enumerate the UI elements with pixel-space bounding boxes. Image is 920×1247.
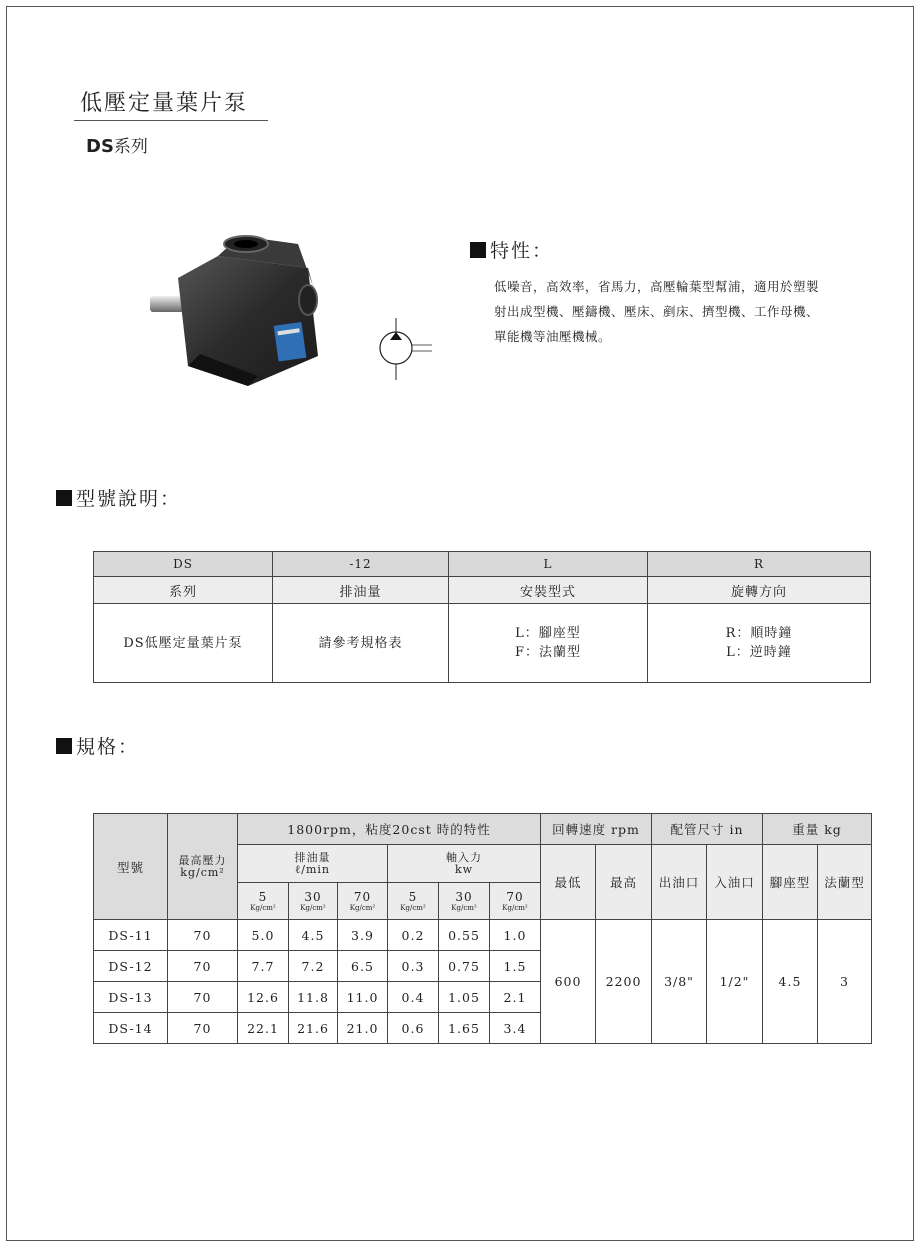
disp-cell: 7.2 — [289, 951, 338, 982]
speed-min-header: 最低 — [541, 845, 596, 920]
max-pressure-cell: 70 — [168, 982, 238, 1013]
max-pressure-cell: 70 — [168, 920, 238, 951]
max-pressure-cell: 70 — [168, 951, 238, 982]
inlet-cell: 1/2" — [707, 920, 763, 1044]
spec-table — [93, 813, 872, 1044]
table-row — [94, 920, 872, 951]
speed-max-header: 最高 — [596, 845, 652, 920]
max-pressure-header: 最高壓力 kg/cm² — [168, 814, 238, 920]
code-cell: L — [449, 552, 648, 577]
pressure-col-header: 5 Kg/cm² — [388, 883, 439, 920]
outlet-header: 出油口 — [652, 845, 707, 920]
desc-cell: DS低壓定量葉片泵 — [94, 604, 273, 683]
series-subtitle — [86, 132, 148, 157]
kw-cell: 3.4 — [490, 1013, 541, 1044]
kw-cell: 0.6 — [388, 1013, 439, 1044]
flange-weight-cell: 3 — [818, 920, 872, 1044]
foot-header: 腳座型 — [763, 845, 818, 920]
kw-cell: 0.4 — [388, 982, 439, 1013]
disp-cell: 5.0 — [238, 920, 289, 951]
weight-header: 重量 kg — [763, 814, 872, 845]
piping-header: 配管尺寸 in — [652, 814, 763, 845]
pressure-col-header: 70 Kg/cm² — [490, 883, 541, 920]
model-cell: DS-14 — [94, 1013, 168, 1044]
outlet-cell: 3/8" — [652, 920, 707, 1044]
disp-cell: 22.1 — [238, 1013, 289, 1044]
rotation-cell: R：順時鐘 L：逆時鐘 — [648, 604, 871, 683]
model-code-table — [93, 551, 871, 683]
features-line: 單能機等油壓機械。 — [494, 329, 612, 344]
pressure-col-header: 70 Kg/cm² — [338, 883, 388, 920]
model-cell: DS-11 — [94, 920, 168, 951]
series-code: DS — [86, 136, 114, 157]
kw-cell: 0.75 — [439, 951, 490, 982]
kw-cell: 1.65 — [439, 1013, 490, 1044]
model-cell: DS-12 — [94, 951, 168, 982]
kw-cell: 1.5 — [490, 951, 541, 982]
code-cell: DS — [94, 552, 273, 577]
model-cell: DS-13 — [94, 982, 168, 1013]
model-header: 型號 — [94, 814, 168, 920]
square-bullet-icon — [56, 738, 72, 754]
kw-cell: 1.05 — [439, 982, 490, 1013]
title-underline — [74, 120, 268, 121]
speed-max-cell: 2200 — [596, 920, 652, 1044]
speed-min-cell: 600 — [541, 920, 596, 1044]
code-cell: R — [648, 552, 871, 577]
square-bullet-icon — [56, 490, 72, 506]
foot-weight-cell: 4.5 — [763, 920, 818, 1044]
series-suffix: 系列 — [113, 137, 148, 157]
spec-header-row — [94, 814, 872, 845]
pressure-col-header: 30 Kg/cm² — [289, 883, 338, 920]
disp-cell: 11.0 — [338, 982, 388, 1013]
disp-cell: 21.6 — [289, 1013, 338, 1044]
page-title: 低壓定量葉片泵 — [80, 91, 249, 116]
code-cell: -12 — [273, 552, 449, 577]
spec-heading: 規格： — [56, 732, 139, 759]
disp-cell: 3.9 — [338, 920, 388, 951]
features-line: 射出成型機、壓鑄機、壓床、剷床、擠型機、工作母機、 — [494, 304, 820, 319]
model-desc-row — [94, 604, 871, 683]
mounting-cell: L：腳座型 F：法蘭型 — [449, 604, 648, 683]
pump-symbol-icon — [372, 318, 436, 382]
speed-header: 回轉速度 rpm — [541, 814, 652, 845]
inlet-header: 入油口 — [707, 845, 763, 920]
kw-cell: 2.1 — [490, 982, 541, 1013]
characteristics-header: 1800rpm，粘度20cst 時的特性 — [238, 814, 541, 845]
flange-header: 法蘭型 — [818, 845, 872, 920]
desc-cell: 請參考規格表 — [273, 604, 449, 683]
label-cell: 系列 — [94, 577, 273, 604]
kw-cell: 0.2 — [388, 920, 439, 951]
disp-cell: 12.6 — [238, 982, 289, 1013]
displacement-header: 排油量 ℓ/min — [238, 845, 388, 883]
model-code-row — [94, 552, 871, 577]
kw-cell: 1.0 — [490, 920, 541, 951]
kw-cell: 0.3 — [388, 951, 439, 982]
pump-photo — [148, 226, 328, 391]
max-pressure-cell: 70 — [168, 1013, 238, 1044]
model-label-row — [94, 577, 871, 604]
disp-cell: 11.8 — [289, 982, 338, 1013]
pressure-col-header: 5 Kg/cm² — [238, 883, 289, 920]
label-cell: 排油量 — [273, 577, 449, 604]
features-heading: 特性： — [470, 236, 553, 263]
disp-cell: 4.5 — [289, 920, 338, 951]
model-heading: 型號說明： — [56, 484, 181, 511]
disp-cell: 21.0 — [338, 1013, 388, 1044]
disp-cell: 7.7 — [238, 951, 289, 982]
label-cell: 旋轉方向 — [648, 577, 871, 604]
shaft-input-header: 軸入力 kw — [388, 845, 541, 883]
kw-cell: 0.55 — [439, 920, 490, 951]
square-bullet-icon — [470, 242, 486, 258]
disp-cell: 6.5 — [338, 951, 388, 982]
features-line: 低噪音，高效率，省馬力，高壓輪葉型幫浦，適用於塑製 — [494, 279, 820, 294]
features-text — [494, 274, 874, 349]
pressure-col-header: 30 Kg/cm² — [439, 883, 490, 920]
label-cell: 安裝型式 — [449, 577, 648, 604]
